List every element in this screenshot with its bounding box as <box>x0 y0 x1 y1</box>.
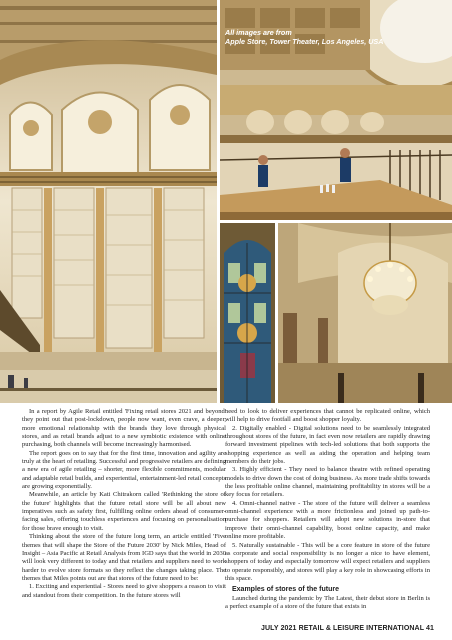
caption-line-2: Apple Store, Tower Theater, Los Angeles, USA <box>225 37 384 46</box>
paragraph-theme-1-cont: need to look to deliver experiences that cannot be replicated online, which will help to drive footfall and boost shopper loyalty. <box>225 408 430 424</box>
paragraph-theme-3: 3. Highly efficient - They need to balance theatre with refined operating models to drive down the cost of doing business. As more trade shifts towards the less profitable online channel, maintaining profitability in stores will be a key focus for retailers. <box>225 466 430 499</box>
caption-line-1: All images are from <box>225 28 292 37</box>
paragraph-five-themes: Thinking about the store of the future long term, an article entitled 'Five themes that will shape the Store of the Future 2030' by Nick Miles, Head of Insight – Asia Pacific at Retail Analysis from IGD says that the world in 2030 will look very different to today and that retailers and suppliers need to work harder to evolve store formats so they reflect the changes taking place. The themes that Miles points out are that stores of the future need to be: <box>22 533 227 582</box>
paragraph-intro: In a report by Agile Retail entitled 'Fixing retail stores 2021 and beyond' they point out that post-lockdown, people now want, even crave, a deeper, more emotional relationship with the brands they love through physical stores, and as retail brands adjust to a new symbiotic existence with online purchasing, both channels will become increasingly harmonised. <box>22 408 226 449</box>
paragraph-theme-2: 2. Digitally enabled - Digital solutions need to be seamlessly integrated throughout stores of the future, in fact even now retailers are rapidly drawing forward investment pipelines with tech-led solutions that both supports the shopping experience as well as aiding the operation and helping team members do their jobs. <box>225 424 430 466</box>
stained-glass-photo <box>220 223 275 403</box>
article-column-right <box>225 408 430 611</box>
paragraph-theme-4: 4. Omni-channel native - The store of the future will deliver a seamless omni-channel experience with a more frictionless and joined up path-to-purchase for shoppers. Retailers will adopt new solutions in-store that improve their omni-channel capability, boost online capacity, and make online more profitable. <box>225 499 430 541</box>
article-column-left <box>22 408 226 600</box>
chandelier-photo <box>278 223 452 403</box>
theater-interior-photo <box>0 0 217 403</box>
photo-caption <box>225 28 445 46</box>
paragraph-examples: Launched during the pandemic by The Latest, their debut store in Berlin is a perfect example of a store of the future that exists in <box>225 594 430 610</box>
page-footer: JULY 2021 RETAIL & LEISURE INTERNATIONAL 41 <box>261 625 434 632</box>
paragraph-theme-1: 1. Exciting and experiential - Stores need to give shoppers a reason to visit and standout from their competition. In the future stores will <box>22 583 226 599</box>
section-subheading: Examples of stores of the future <box>232 586 339 594</box>
paragraph-theme-5: 5. Naturally sustainable - This will be a core feature in store of the future as corporate and social responsibility is no longer a nice to have element, shoppers of today and especially tomorrow will expect retailers and suppliers to operate responsibly, and stores will play a key role in showcasing efforts in this space. <box>225 541 430 582</box>
paragraph-chitrakorn: Meanwhile, an article by Kati Chitrakorn called 'Rethinking the store of the future' highlights that the future retail store will be all about new imperatives such as safety first, fulfilling online orders ahead of consumer-facing sales, offering touchless experiences and focusing on personalisation for those brave enough to visit. <box>22 491 226 532</box>
paragraph-report: The report goes on to say that for the first time, innovation and agility are truly at the heart of retailing. Successful and progressive retailers are defining a new era of agile retailing – shorter, more flexible commitments, modular and adaptable retail builds, and experiential, entertainment-led retail concepts are growing exponentially. <box>22 449 226 491</box>
